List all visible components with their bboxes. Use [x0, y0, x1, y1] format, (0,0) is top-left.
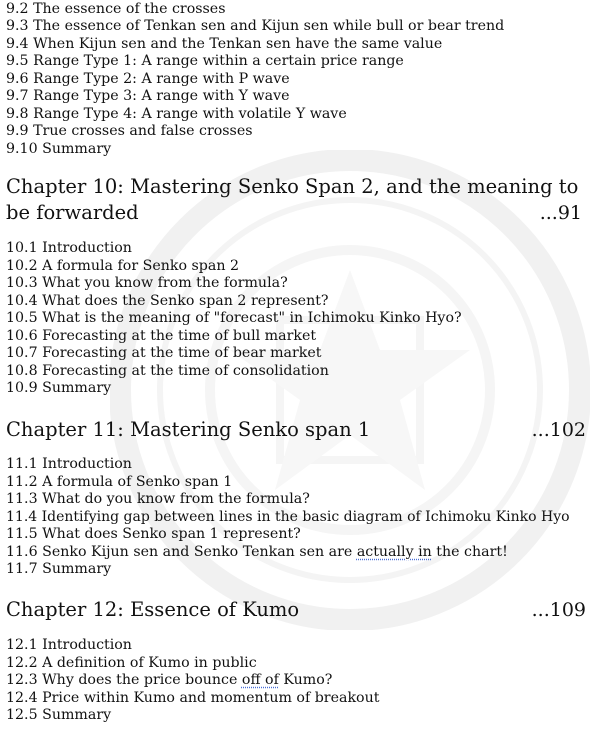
toc-item — [6, 672, 332, 690]
toc-item — [6, 544, 508, 562]
spellcheck-marked-text: actually in — [356, 543, 432, 560]
toc-item: 11.4 Identifying gap between lines in the basic diagram of Ichimoku Kinko Hyo — [6, 508, 570, 525]
toc-item-text: 12.3 Why does the price bounce — [6, 672, 242, 688]
toc-item: 9.6 Range Type 2: A range with P wave — [6, 70, 290, 87]
toc-item: 11.2 A formula of Senko span 1 — [6, 473, 233, 490]
toc-item: 9.5 Range Type 1: A range within a certain price range — [6, 53, 404, 69]
toc-item: 11.1 Introduction — [6, 456, 132, 472]
toc-item-text: Kumo? — [278, 672, 333, 688]
toc-item-text: the chart! — [431, 543, 508, 560]
toc-item: 11.3 What do you know from the formula? — [6, 491, 310, 507]
toc-item: 9.9 True crosses and false crosses — [6, 123, 253, 139]
toc-item: 10.4 What does the Senko span 2 represent? — [6, 292, 329, 309]
chapter-10-heading: Chapter 10: Mastering Senko Span 2, and the meaning to — [6, 175, 579, 198]
toc-item-text: 11.6 Senko Kijun sen and Senko Tenkan sen are — [6, 543, 357, 560]
chapter-11-heading: Chapter 11: Mastering Senko span 1 — [6, 418, 371, 441]
toc-item: 9.7 Range Type 3: A range with Y wave — [6, 88, 290, 104]
spellcheck-marked-text: off of — [241, 672, 279, 688]
toc-item: 10.7 Forecasting at the time of bear market — [6, 345, 322, 361]
toc-item: 10.1 Introduction — [6, 240, 132, 256]
toc-item: 10.8 Forecasting at the time of consolidation — [6, 362, 329, 379]
toc-item: 9.10 Summary — [6, 140, 112, 157]
chapter-10-page-number: ...91 — [539, 202, 582, 224]
toc-item: 10.3 What you know from the formula? — [6, 275, 288, 291]
toc-item: 10.5 What is the meaning of "forecast" in Ichimoku Kinko Hyo? — [6, 310, 462, 326]
toc-item: 9.3 The essence of Tenkan sen and Kijun sen while bull or bear trend — [6, 18, 505, 34]
chapter-12-page-number: ...109 — [531, 599, 586, 621]
toc-item: 12.5 Summary — [6, 707, 112, 723]
toc-item: 10.6 Forecasting at the time of bull market — [6, 327, 317, 344]
toc-item: 11.5 What does Senko span 1 represent? — [6, 526, 301, 542]
toc-item: 10.9 Summary — [6, 380, 112, 396]
chapter-12-heading: Chapter 12: Essence of Kumo — [6, 598, 300, 621]
chapter-11-page-number: ...102 — [531, 419, 586, 441]
toc-item: 11.7 Summary — [6, 561, 112, 577]
toc-item: 12.1 Introduction — [6, 637, 132, 653]
toc-item: 9.4 When Kijun sen and the Tenkan sen have the same value — [6, 35, 443, 52]
toc-item: 9.8 Range Type 4: A range with volatile Y wave — [6, 105, 347, 122]
toc-item: 9.2 The essence of the crosses — [6, 1, 226, 17]
toc-item: 12.4 Price within Kumo and momentum of breakout — [6, 689, 380, 706]
toc-item: 12.2 A definition of Kumo in public — [6, 654, 257, 671]
chapter-10-heading-line2: be forwarded — [6, 201, 139, 224]
toc-item: 10.2 A formula for Senko span 2 — [6, 257, 240, 274]
